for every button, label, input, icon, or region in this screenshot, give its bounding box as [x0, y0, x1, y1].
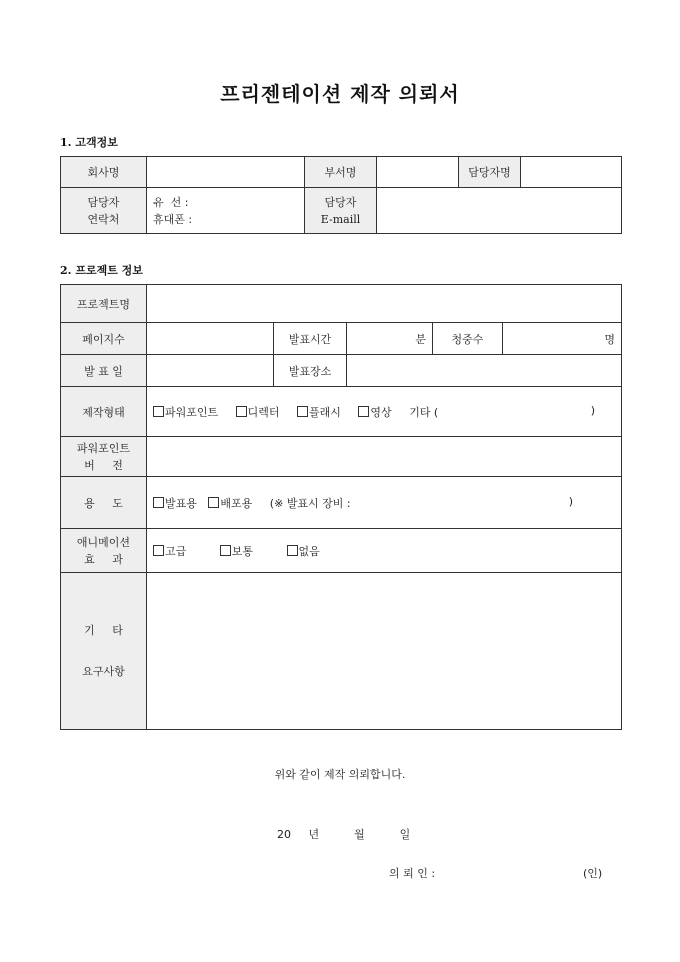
etc-label-line2: 요구사항 [82, 665, 125, 678]
company-input[interactable] [147, 157, 305, 188]
animation-option-none[interactable]: 없음 [287, 543, 320, 559]
checkbox-icon [153, 497, 164, 508]
animation-option-advanced[interactable]: 고급 [153, 543, 186, 559]
checkbox-icon [153, 545, 164, 556]
format-options [147, 387, 622, 437]
requester-label: 의 뢰 인 : [389, 867, 436, 880]
checkbox-icon [236, 406, 247, 417]
customer-info-table [60, 156, 622, 234]
checkbox-icon [297, 406, 308, 417]
email-label-line2: E-maill [320, 212, 361, 226]
contact-label-line2: 연락처 [87, 212, 120, 226]
mobile-line: 휴대폰 : [153, 212, 193, 226]
usage-close: ) [568, 494, 574, 508]
usage-option-distribution[interactable]: 배포용 [208, 495, 252, 511]
audience-label: 청중수 [433, 323, 503, 355]
phone-line: 유 선 : [153, 195, 189, 209]
format-option-flash[interactable]: 플래시 [297, 404, 341, 420]
format-label: 제작형태 [61, 387, 147, 437]
manager-name-input[interactable] [521, 157, 622, 188]
version-label-line1: 파워포인트 [76, 441, 131, 455]
checkbox-icon [287, 545, 298, 556]
place-label: 발표장소 [274, 355, 347, 387]
page-title: 프리젠테이션 제작 의뢰서 [220, 82, 460, 106]
time-input[interactable] [347, 323, 433, 355]
usage-equipment-label: (※ 발표시 장비 : [269, 496, 351, 510]
checkbox-icon [153, 406, 164, 417]
email-label-line1: 담당자 [324, 195, 357, 209]
animation-label [61, 529, 147, 573]
usage-label: 용 도 [61, 477, 147, 529]
usage-options [147, 477, 622, 529]
project-name-label: 프로젝트명 [61, 285, 147, 323]
manager-name-label: 담당자명 [459, 157, 521, 188]
audience-input[interactable] [503, 323, 622, 355]
pages-label: 페이지수 [61, 323, 147, 355]
project-name-input[interactable] [147, 285, 622, 323]
checkbox-icon [358, 406, 369, 417]
date-input[interactable] [147, 355, 274, 387]
version-label [61, 437, 147, 477]
checkbox-icon [220, 545, 231, 556]
contact-label [61, 188, 147, 234]
section-project-heading: 2. 프로젝트 정보 [60, 264, 143, 277]
format-option-director[interactable]: 디렉터 [236, 404, 280, 420]
version-label-line2: 버 전 [84, 458, 123, 472]
person-unit: 명 [604, 332, 616, 346]
date-line: 20 년 월 일 [277, 828, 411, 841]
format-other-close: ) [590, 403, 596, 417]
animation-options [147, 529, 622, 573]
contact-label-line1: 담당자 [87, 195, 120, 209]
pages-input[interactable] [147, 323, 274, 355]
section-customer-heading: 1. 고객정보 [60, 136, 118, 149]
format-option-video[interactable]: 영상 [358, 404, 391, 420]
project-info-table [60, 284, 622, 730]
etc-label-line1: 기 타 [84, 624, 123, 637]
usage-option-presentation[interactable]: 발표용 [153, 495, 197, 511]
date-label: 발 표 일 [61, 355, 147, 387]
department-input[interactable] [377, 157, 459, 188]
etc-label [61, 573, 147, 730]
seal-mark: (인) [583, 867, 603, 880]
format-other-label: 기타 ( [409, 405, 439, 419]
animation-label-line2: 효 과 [84, 552, 123, 566]
email-label [305, 188, 377, 234]
email-input[interactable] [377, 188, 622, 234]
place-input[interactable] [347, 355, 622, 387]
time-label: 발표시간 [274, 323, 347, 355]
contact-input[interactable] [147, 188, 305, 234]
version-input[interactable] [147, 437, 622, 477]
company-label: 회사명 [61, 157, 147, 188]
animation-option-normal[interactable]: 보통 [220, 543, 253, 559]
request-statement: 위와 같이 제작 의뢰합니다. [274, 768, 406, 781]
checkbox-icon [208, 497, 219, 508]
etc-requirements-input[interactable] [147, 573, 622, 730]
minute-unit: 분 [415, 332, 426, 346]
format-option-powerpoint[interactable]: 파워포인트 [153, 404, 218, 420]
animation-label-line1: 애니메이션 [76, 535, 131, 549]
department-label: 부서명 [305, 157, 377, 188]
